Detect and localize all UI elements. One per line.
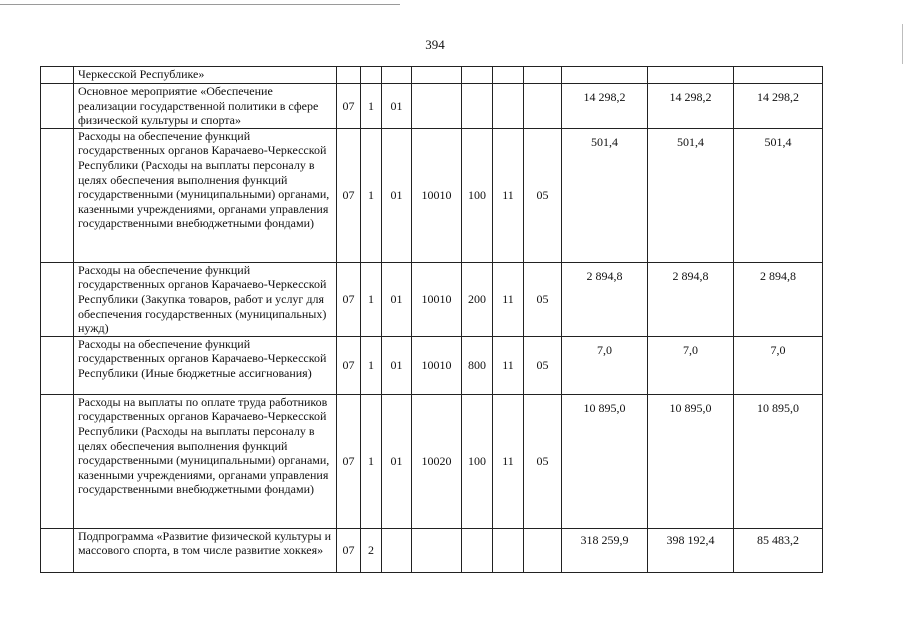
code-a-cell: 11 (493, 262, 524, 336)
table-row (41, 67, 823, 84)
program-code-cell: 01 (382, 262, 412, 336)
section-code-cell: 07 (337, 84, 361, 129)
subsection-code-cell: 2 (361, 528, 382, 572)
amount-year-3-cell: 85 483,2 (734, 528, 823, 572)
row-index-cell (41, 84, 74, 129)
amount-year-1-cell: 2 894,8 (562, 262, 648, 336)
amount-year-3-cell: 14 298,2 (734, 84, 823, 129)
amount-year-1-cell: 7,0 (562, 336, 648, 394)
expense-type-code-cell: 100 (462, 128, 493, 262)
target-code-cell: 10010 (412, 336, 462, 394)
row-index-cell (41, 67, 74, 84)
budget-table (40, 66, 823, 573)
amount-year-1-cell: 501,4 (562, 128, 648, 262)
expense-type-code-cell (462, 528, 493, 572)
amount-year-1-cell: 318 259,9 (562, 528, 648, 572)
program-code-cell (382, 67, 412, 84)
code-a-cell: 11 (493, 128, 524, 262)
row-index-cell (41, 528, 74, 572)
expense-type-code-cell: 100 (462, 394, 493, 528)
description-cell: Черкесской Республике» (74, 67, 337, 84)
expense-type-code-cell: 200 (462, 262, 493, 336)
amount-year-2-cell: 14 298,2 (648, 84, 734, 129)
subsection-code-cell: 1 (361, 262, 382, 336)
table-row (41, 336, 823, 394)
amount-year-3-cell: 2 894,8 (734, 262, 823, 336)
description-cell: Расходы на обеспечение функций государственных органов Карачаево-Черкесской Республики (Закупка товаров, работ и услуг для обеспечения государственных (муниципальных) нужд) (74, 262, 337, 336)
program-code-cell: 01 (382, 394, 412, 528)
amount-year-2-cell: 501,4 (648, 128, 734, 262)
target-code-cell: 10020 (412, 394, 462, 528)
code-b-cell: 05 (524, 336, 562, 394)
section-code-cell: 07 (337, 262, 361, 336)
target-code-cell: 10010 (412, 128, 462, 262)
target-code-cell (412, 84, 462, 129)
amount-year-1-cell: 14 298,2 (562, 84, 648, 129)
section-code-cell: 07 (337, 528, 361, 572)
description-cell: Подпрограмма «Развитие физической культуры и массового спорта, в том числе развитие хоккея» (74, 528, 337, 572)
program-code-cell (382, 528, 412, 572)
amount-year-2-cell (648, 67, 734, 84)
code-b-cell (524, 67, 562, 84)
scan-edge-mark (902, 24, 903, 64)
row-index-cell (41, 394, 74, 528)
code-b-cell (524, 528, 562, 572)
code-b-cell: 05 (524, 394, 562, 528)
expense-type-code-cell (462, 67, 493, 84)
target-code-cell (412, 67, 462, 84)
table-row (41, 128, 823, 262)
expense-type-code-cell: 800 (462, 336, 493, 394)
section-code-cell (337, 67, 361, 84)
code-a-cell: 11 (493, 394, 524, 528)
subsection-code-cell: 1 (361, 336, 382, 394)
description-cell: Основное мероприятие «Обеспечение реализации государственной политики в сфере физической культуры и спорта» (74, 84, 337, 129)
code-a-cell (493, 84, 524, 129)
table-row (41, 84, 823, 129)
target-code-cell: 10010 (412, 262, 462, 336)
amount-year-3-cell: 7,0 (734, 336, 823, 394)
subsection-code-cell (361, 67, 382, 84)
subsection-code-cell: 1 (361, 394, 382, 528)
subsection-code-cell: 1 (361, 84, 382, 129)
amount-year-1-cell: 10 895,0 (562, 394, 648, 528)
amount-year-3-cell (734, 67, 823, 84)
program-code-cell: 01 (382, 336, 412, 394)
table-row (41, 394, 823, 528)
table-row (41, 262, 823, 336)
amount-year-2-cell: 2 894,8 (648, 262, 734, 336)
code-a-cell: 11 (493, 336, 524, 394)
row-index-cell (41, 336, 74, 394)
program-code-cell: 01 (382, 84, 412, 129)
row-index-cell (41, 128, 74, 262)
scan-artifact-line (0, 4, 400, 5)
section-code-cell: 07 (337, 128, 361, 262)
code-b-cell (524, 84, 562, 129)
code-a-cell (493, 528, 524, 572)
amount-year-1-cell (562, 67, 648, 84)
code-b-cell: 05 (524, 128, 562, 262)
row-index-cell (41, 262, 74, 336)
amount-year-2-cell: 7,0 (648, 336, 734, 394)
amount-year-2-cell: 10 895,0 (648, 394, 734, 528)
target-code-cell (412, 528, 462, 572)
section-code-cell: 07 (337, 336, 361, 394)
amount-year-3-cell: 10 895,0 (734, 394, 823, 528)
amount-year-3-cell: 501,4 (734, 128, 823, 262)
code-a-cell (493, 67, 524, 84)
description-cell: Расходы на выплаты по оплате труда работников государственных органов Карачаево-Черкесской Республики (Расходы на выплаты персоналу в целях обеспечения выполнения функций государственными (муниципальными) органами, казенными учреждениями, органами управления государственными внебюджетными фондами) (74, 394, 337, 528)
code-b-cell: 05 (524, 262, 562, 336)
description-cell: Расходы на обеспечение функций государственных органов Карачаево-Черкесской Республики (Иные бюджетные ассигнования) (74, 336, 337, 394)
subsection-code-cell: 1 (361, 128, 382, 262)
description-cell: Расходы на обеспечение функций государственных органов Карачаево-Черкесской Республики (Расходы на выплаты персоналу в целях обеспечения выполнения функций государственными (муниципальными) органами, казенными учреждениями, органами управления государственными внебюджетными фондами) (74, 128, 337, 262)
expense-type-code-cell (462, 84, 493, 129)
page-number: 394 (425, 37, 445, 52)
section-code-cell: 07 (337, 394, 361, 528)
budget-table-body (41, 67, 823, 573)
amount-year-2-cell: 398 192,4 (648, 528, 734, 572)
table-row (41, 528, 823, 572)
program-code-cell: 01 (382, 128, 412, 262)
